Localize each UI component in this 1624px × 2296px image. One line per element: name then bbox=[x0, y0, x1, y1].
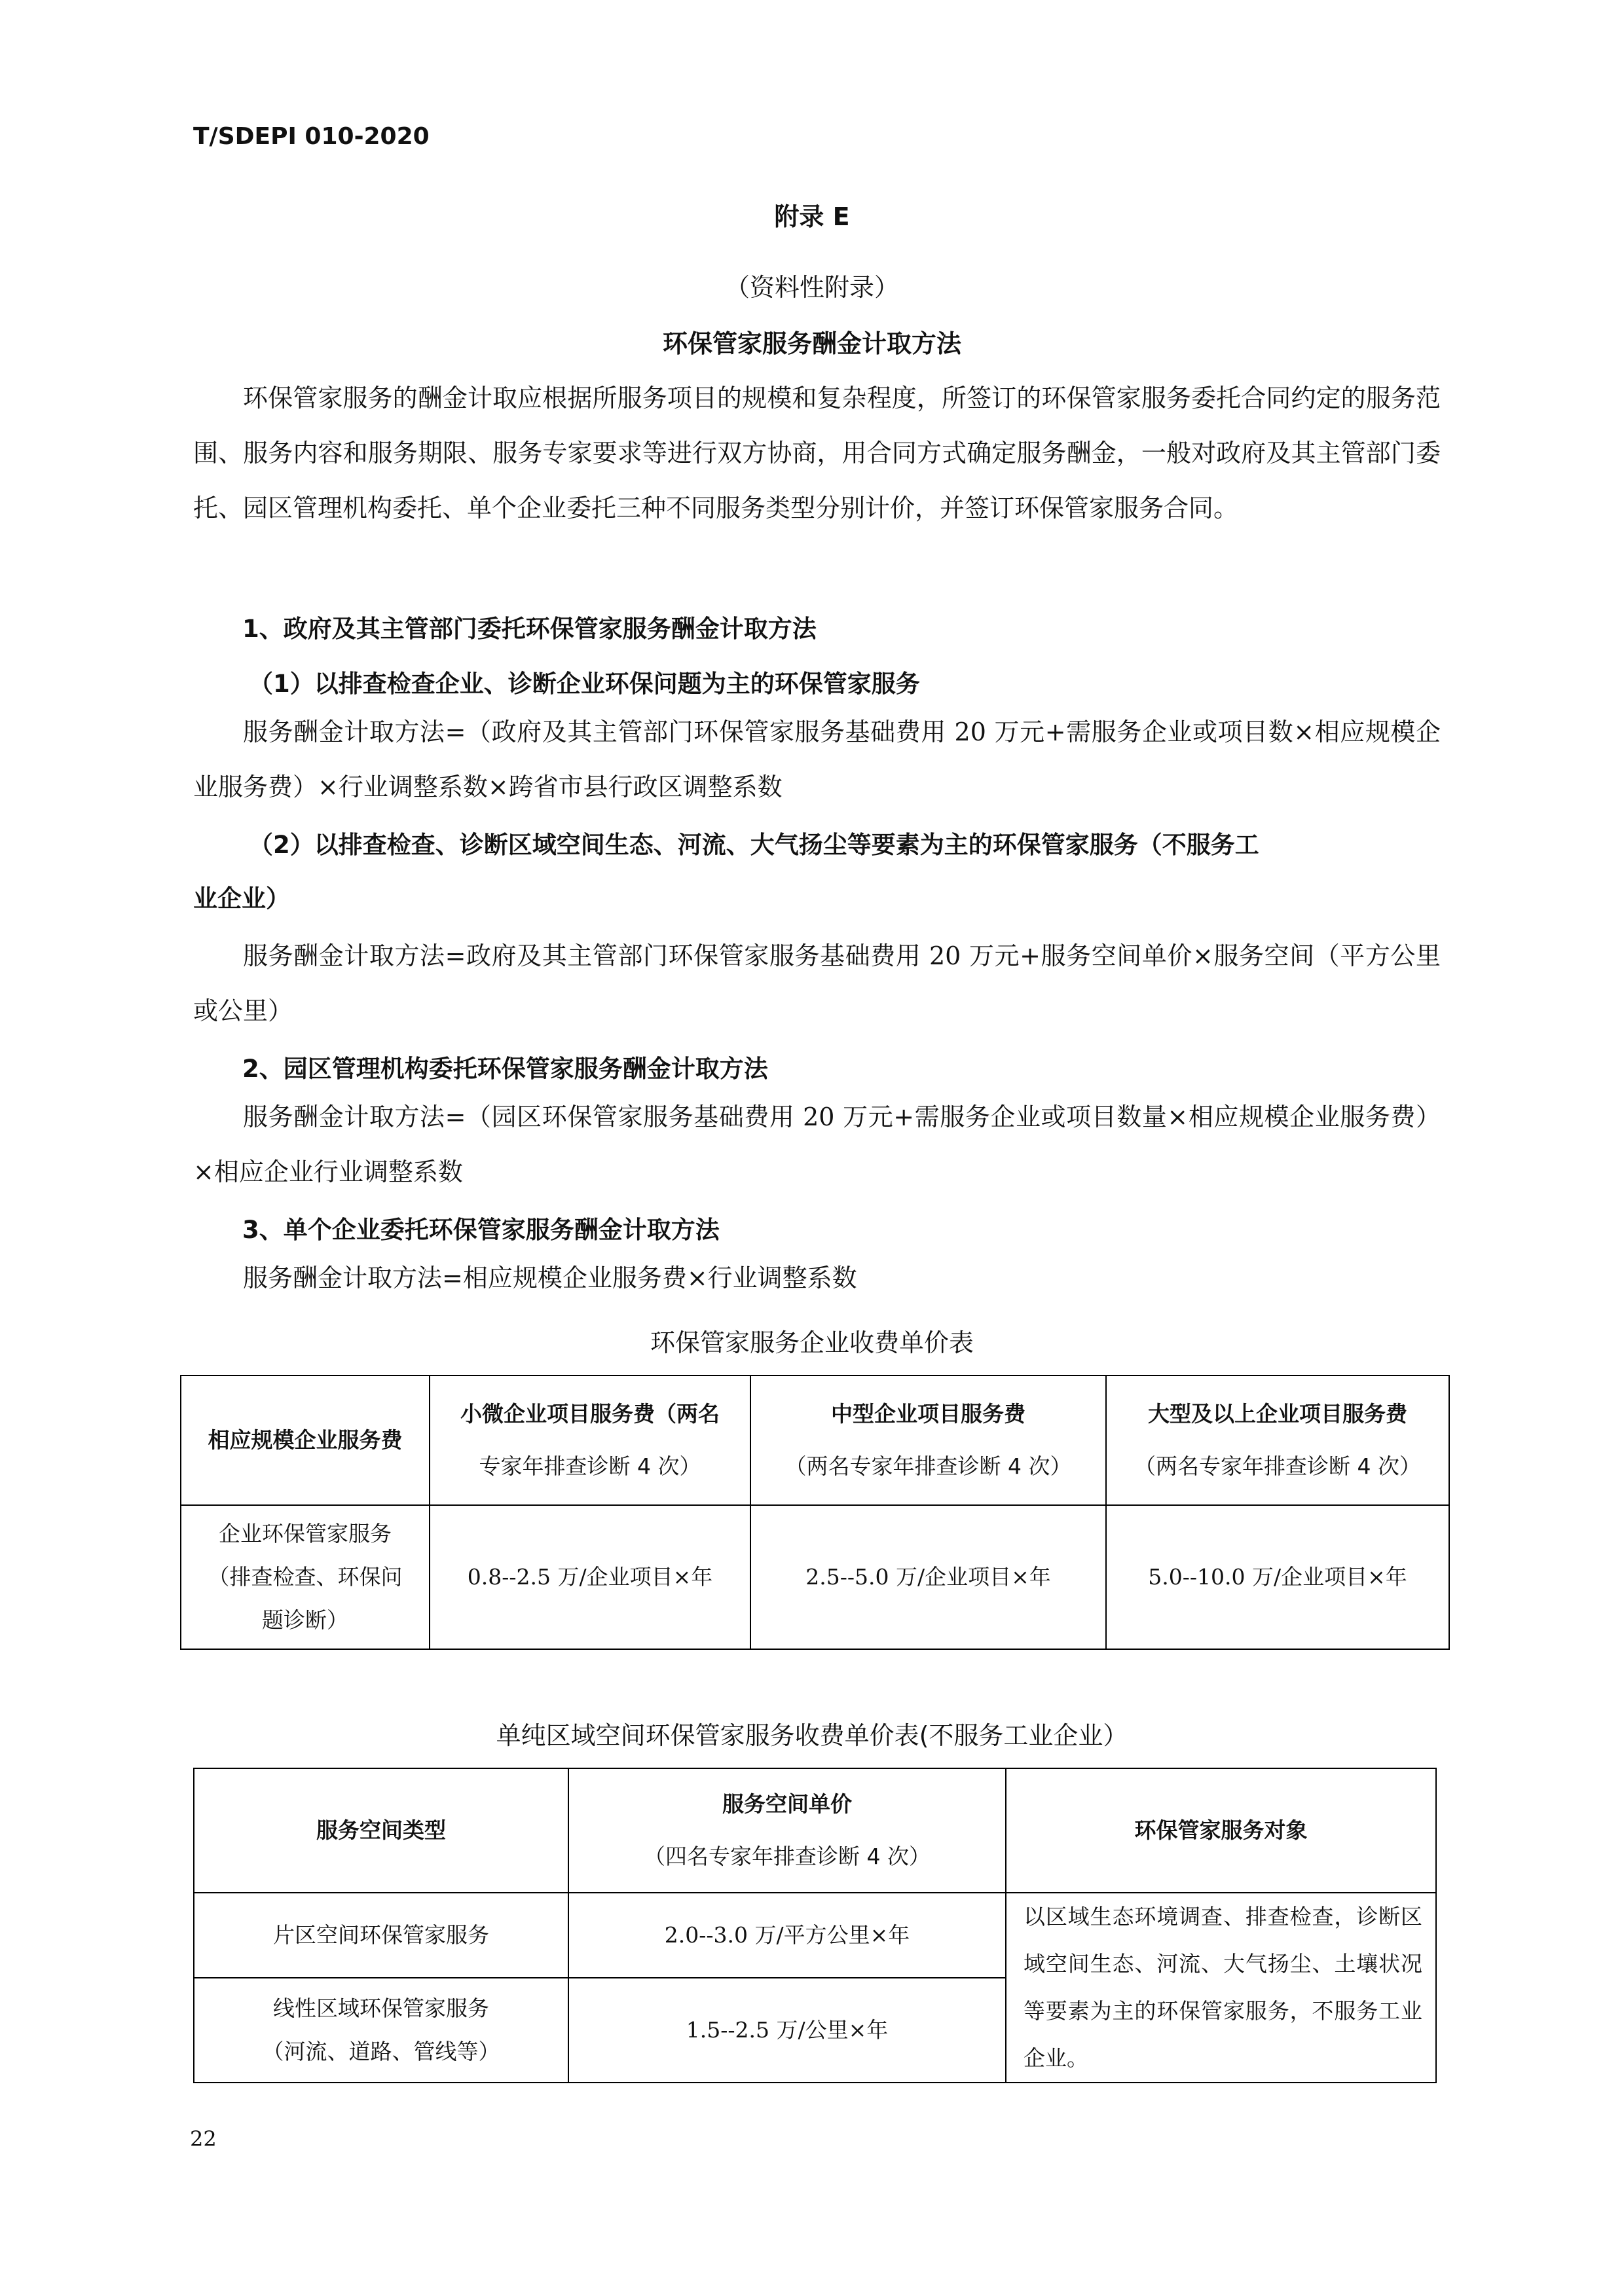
table1-col-small-title: 小微企业项目服务费（两名 bbox=[460, 1401, 720, 1427]
table1-col-medium-note: （两名专家年排查诊断 4 次） bbox=[784, 1453, 1072, 1479]
enterprise-fee-table bbox=[180, 1375, 1450, 1650]
table2-row1-price: 2.0--3.0 万/平方公里×年 bbox=[568, 1893, 1006, 1978]
table1-row-label-line2: （排查检查、环保问 bbox=[208, 1564, 403, 1590]
table1-col-medium-title: 中型企业项目服务费 bbox=[831, 1401, 1025, 1427]
intro-paragraph: 环保管家服务的酬金计取应根据所服务项目的规模和复杂程度，所签订的环保管家服务委托合同约定的服务范围、服务内容和服务期限、服务专家要求等进行双方协商，用合同方式确定服务酬金，一般对政府及其主管部门委托、园区管理机构委托、单个企业委托三种不同服务类型分别计价，并签订环保管家服务合同。 bbox=[193, 384, 1441, 522]
appendix-label: 附录 E bbox=[774, 202, 850, 231]
section3-formula: 服务酬金计取方法=相应规模企业服务费×行业调整系数 bbox=[243, 1264, 857, 1292]
table2-header-row bbox=[194, 1768, 1436, 1893]
table2-service-target: 以区域生态环境调查、排查检查，诊断区域空间生态、河流、大气扬尘、土壤状况等要素为主的环保管家服务，不服务工业企业。 bbox=[1006, 1893, 1436, 2083]
table1-large-fee: 5.0--10.0 万/企业项目×年 bbox=[1106, 1505, 1449, 1649]
section1-sub2-heading bbox=[193, 818, 1447, 926]
table1-col-scale: 相应规模企业服务费 bbox=[181, 1376, 430, 1505]
table1-col-small-note: 专家年排查诊断 4 次） bbox=[479, 1453, 701, 1479]
section1-sub2-formula: 服务酬金计取方法=政府及其主管部门环保管家服务基础费用 20 万元+服务空间单价×服务空间（平方公里或公里） bbox=[193, 941, 1441, 1025]
table1-row-label-line3: 题诊断） bbox=[262, 1607, 348, 1633]
table2-col-price-title: 服务空间单价 bbox=[722, 1791, 852, 1817]
table-row bbox=[181, 1505, 1449, 1649]
table1-col-large bbox=[1106, 1376, 1449, 1505]
table2-col-target: 环保管家服务对象 bbox=[1006, 1768, 1436, 1893]
table2-row2-type bbox=[194, 1978, 568, 2083]
table2-row2-type-line1: 线性区域环保管家服务 bbox=[273, 1995, 489, 2021]
section1-heading: 1、政府及其主管部门委托环保管家服务酬金计取方法 bbox=[242, 615, 817, 643]
table2-row1-type: 片区空间环保管家服务 bbox=[194, 1893, 568, 1978]
region-fee-table bbox=[193, 1768, 1437, 2083]
section1-sub2-heading-line1: （2）以排查检查、诊断区域空间生态、河流、大气扬尘等要素为主的环保管家服务（不服务工 bbox=[249, 831, 1259, 859]
section3-heading: 3、单个企业委托环保管家服务酬金计取方法 bbox=[242, 1216, 720, 1244]
table1-col-large-title: 大型及以上企业项目服务费 bbox=[1148, 1401, 1407, 1427]
page-number: 22 bbox=[190, 2126, 217, 2151]
table1-col-medium bbox=[750, 1376, 1106, 1505]
table1-header-row bbox=[181, 1376, 1449, 1505]
appendix-type: （资料性附录） bbox=[724, 273, 899, 302]
table1-col-small bbox=[430, 1376, 750, 1505]
section1-sub2-heading-line2: 业企业） bbox=[193, 884, 290, 913]
section2-formula: 服务酬金计取方法=（园区环保管家服务基础费用 20 万元+需服务企业或项目数量×相应规模企业服务费）×相应企业行业调整系数 bbox=[193, 1102, 1441, 1186]
table2-row2-type-line2: （河流、道路、管线等） bbox=[262, 2039, 500, 2064]
table-row bbox=[194, 1893, 1436, 1978]
section2-heading: 2、园区管理机构委托环保管家服务酬金计取方法 bbox=[242, 1055, 768, 1083]
table2-row2-price: 1.5--2.5 万/公里×年 bbox=[568, 1978, 1006, 2083]
table2-col-price bbox=[568, 1768, 1006, 1893]
table2-col-price-note: （四名专家年排查诊断 4 次） bbox=[644, 1844, 931, 1869]
table1-caption: 环保管家服务企业收费单价表 bbox=[650, 1328, 974, 1357]
table2-col-type: 服务空间类型 bbox=[194, 1768, 568, 1893]
standard-code: T/SDEPI 010-2020 bbox=[193, 123, 430, 150]
table1-row-label bbox=[181, 1505, 430, 1649]
table1-small-fee: 0.8--2.5 万/企业项目×年 bbox=[430, 1505, 750, 1649]
table1-row-label-line1: 企业环保管家服务 bbox=[219, 1521, 392, 1546]
table1-medium-fee: 2.5--5.0 万/企业项目×年 bbox=[750, 1505, 1106, 1649]
table1-col-large-note: （两名专家年排查诊断 4 次） bbox=[1134, 1453, 1421, 1479]
appendix-title: 环保管家服务酬金计取方法 bbox=[662, 329, 961, 358]
section1-sub1-formula: 服务酬金计取方法=（政府及其主管部门环保管家服务基础费用 20 万元+需服务企业或项目数×相应规模企业服务费）×行业调整系数×跨省市县行政区调整系数 bbox=[193, 718, 1441, 801]
section1-sub1-heading: （1）以排查检查企业、诊断企业环保问题为主的环保管家服务 bbox=[249, 670, 920, 698]
table2-caption: 单纯区域空间环保管家服务收费单价表(不服务工业企业） bbox=[496, 1721, 1128, 1750]
